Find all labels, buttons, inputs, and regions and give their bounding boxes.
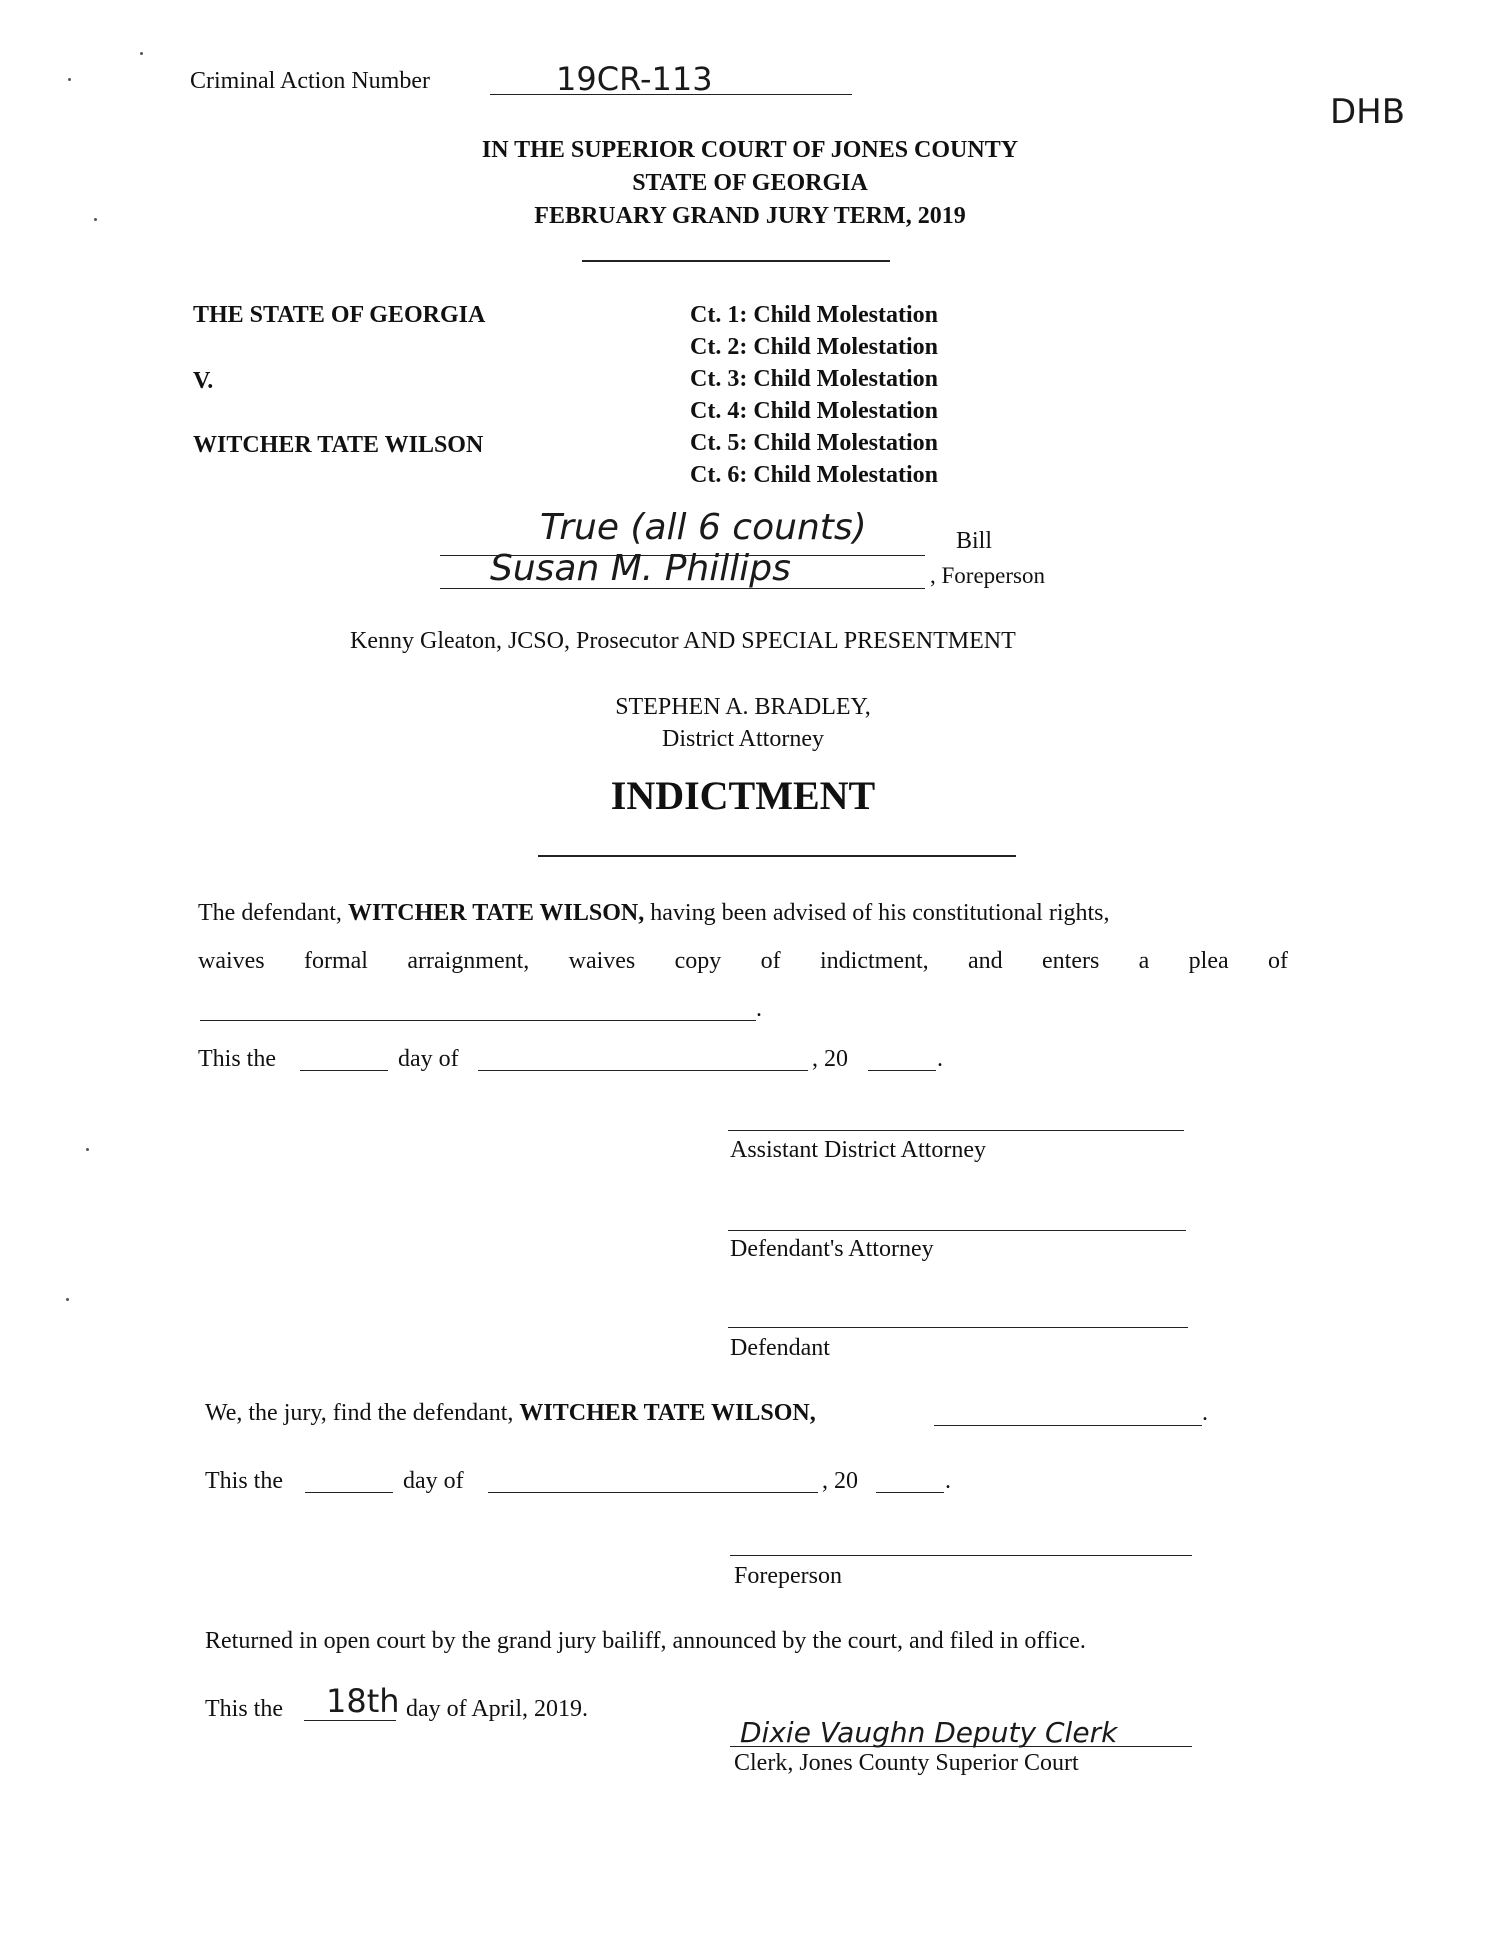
plaintiff: THE STATE OF GEORGIA: [193, 302, 486, 328]
document-title: INDICTMENT: [610, 773, 876, 818]
returned-date-rest: day of April, 2019.: [406, 1696, 588, 1722]
da-title: District Attorney: [662, 726, 824, 752]
ada-signature-line: [728, 1130, 1184, 1131]
scan-speck: [140, 52, 143, 55]
returned-this-the: This the: [205, 1696, 283, 1722]
plea-date-this-the: This the: [198, 1046, 276, 1072]
jury-verdict-blank: [934, 1425, 1202, 1426]
count-item: Ct. 4: Child Molestation: [690, 398, 938, 424]
def-attorney-label: Defendant's Attorney: [730, 1236, 934, 1262]
ada-label: Assistant District Attorney: [730, 1137, 986, 1163]
title-divider: [538, 855, 1016, 857]
scan-speck: [68, 78, 71, 81]
plea-month-blank: [478, 1070, 808, 1071]
prosecutor-line: Kenny Gleaton, JCSO, Prosecutor AND SPECIAL PRESENTMENT: [350, 628, 1016, 654]
jury-date-this-the: This the: [205, 1468, 283, 1494]
returned-day-handwritten: 18th: [326, 1682, 400, 1720]
count-item: Ct. 3: Child Molestation: [690, 366, 938, 392]
plea-paragraph-line2: waives formal arraignment, waives copy of indictment, and enters a plea of: [198, 948, 1288, 974]
case-number-label: Criminal Action Number: [190, 68, 430, 94]
bill-label: Bill: [956, 528, 993, 554]
case-number-handwritten: 19CR-113: [556, 60, 713, 98]
jury-verdict-line: We, the jury, find the defendant, WITCHER TATE WILSON,: [205, 1400, 816, 1426]
clerk-label: Clerk, Jones County Superior Court: [734, 1750, 1079, 1776]
plea-date-day-of: day of: [398, 1046, 459, 1072]
da-name: STEPHEN A. BRADLEY,: [615, 694, 871, 720]
defendant-name: WITCHER TATE WILSON: [193, 432, 484, 458]
plea-date-end: .: [937, 1046, 943, 1072]
jury-date-year: , 20: [822, 1468, 858, 1494]
foreperson-signature: Susan M. Phillips: [490, 548, 791, 589]
clerk-signature: Dixie Vaughn Deputy Clerk: [740, 1716, 1118, 1749]
court-name: IN THE SUPERIOR COURT OF JONES COUNTY: [481, 137, 1019, 163]
jury-date-end: .: [945, 1468, 951, 1494]
initials-handwritten: DHB: [1330, 92, 1406, 132]
plea-blank: [200, 1020, 756, 1021]
heading-divider: [582, 260, 890, 262]
defendant-signature-line: [728, 1327, 1188, 1328]
jury-day-blank: [305, 1492, 393, 1493]
plea-period: .: [756, 996, 762, 1022]
court-state: STATE OF GEORGIA: [632, 170, 868, 196]
jury-verdict-period: .: [1202, 1400, 1208, 1426]
jury-month-blank: [488, 1492, 818, 1493]
foreperson-label: , Foreperson: [930, 563, 1045, 588]
returned-statement: Returned in open court by the grand jury bailiff, announced by the court, and filed in office.: [205, 1628, 1086, 1654]
plea-paragraph-line1: The defendant, WITCHER TATE WILSON, having been advised of his constitutional rights,: [198, 900, 1110, 926]
defendant-label: Defendant: [730, 1335, 830, 1361]
jury-date-day-of: day of: [403, 1468, 464, 1494]
scan-speck: [66, 1298, 69, 1301]
plea-year-blank: [868, 1070, 936, 1071]
true-bill-handwritten: True (all 6 counts): [540, 507, 867, 548]
jury-foreperson-label: Foreperson: [734, 1563, 842, 1589]
jury-year-blank: [876, 1492, 944, 1493]
count-item: Ct. 1: Child Molestation: [690, 302, 938, 328]
scan-speck: [86, 1148, 89, 1151]
plea-day-blank: [300, 1070, 388, 1071]
count-item: Ct. 2: Child Molestation: [690, 334, 938, 360]
count-item: Ct. 6: Child Molestation: [690, 462, 938, 488]
returned-day-blank: [304, 1720, 396, 1721]
count-item: Ct. 5: Child Molestation: [690, 430, 938, 456]
def-attorney-signature-line: [728, 1230, 1186, 1231]
jury-foreperson-line: [730, 1555, 1192, 1556]
versus: V.: [193, 368, 214, 394]
plea-date-year: , 20: [812, 1046, 848, 1072]
jury-term: FEBRUARY GRAND JURY TERM, 2019: [534, 203, 966, 229]
